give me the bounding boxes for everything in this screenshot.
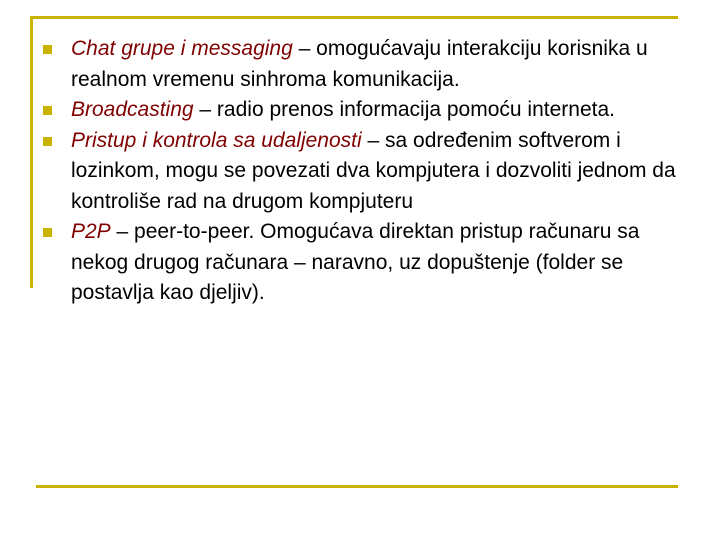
square-bullet-icon (43, 106, 52, 115)
bottom-rule (36, 485, 678, 488)
bullet-text: – omogućavaju interakciju korisnika u realnom vremenu sinhroma komunikacija. (71, 37, 648, 91)
bullet-item-p2p (0, 217, 700, 309)
bullet-term: Pristup i kontrola sa udaljenosti (71, 128, 362, 152)
bullet-term: Broadcasting (71, 98, 194, 121)
bullet-list (0, 34, 700, 309)
bullet-term: P2P (71, 220, 111, 243)
square-bullet-icon (43, 45, 52, 54)
bullet-item-broadcasting (0, 95, 700, 126)
square-bullet-icon (43, 137, 52, 146)
bullet-text: – radio prenos informacija pomoću interneta. (193, 98, 615, 121)
bullet-item-chat (0, 34, 700, 95)
bullet-term: Chat grupe i messaging (71, 37, 293, 60)
bullet-item-remote-access (0, 126, 700, 218)
bullet-text: – peer-to-peer. Omogućava direktan pristup računaru sa nekog drugog računara – naravno, uz dopuštenje (folder se postavlja kao djeljiv). (71, 220, 640, 304)
top-rule (30, 16, 678, 19)
square-bullet-icon (43, 228, 52, 237)
bullet-text: – sa određenim softverom i lozinkom, mogu se povezati dva kompjutera i dozvoliti jednom da kontroliše rad na drugom kompjuteru (71, 128, 676, 213)
